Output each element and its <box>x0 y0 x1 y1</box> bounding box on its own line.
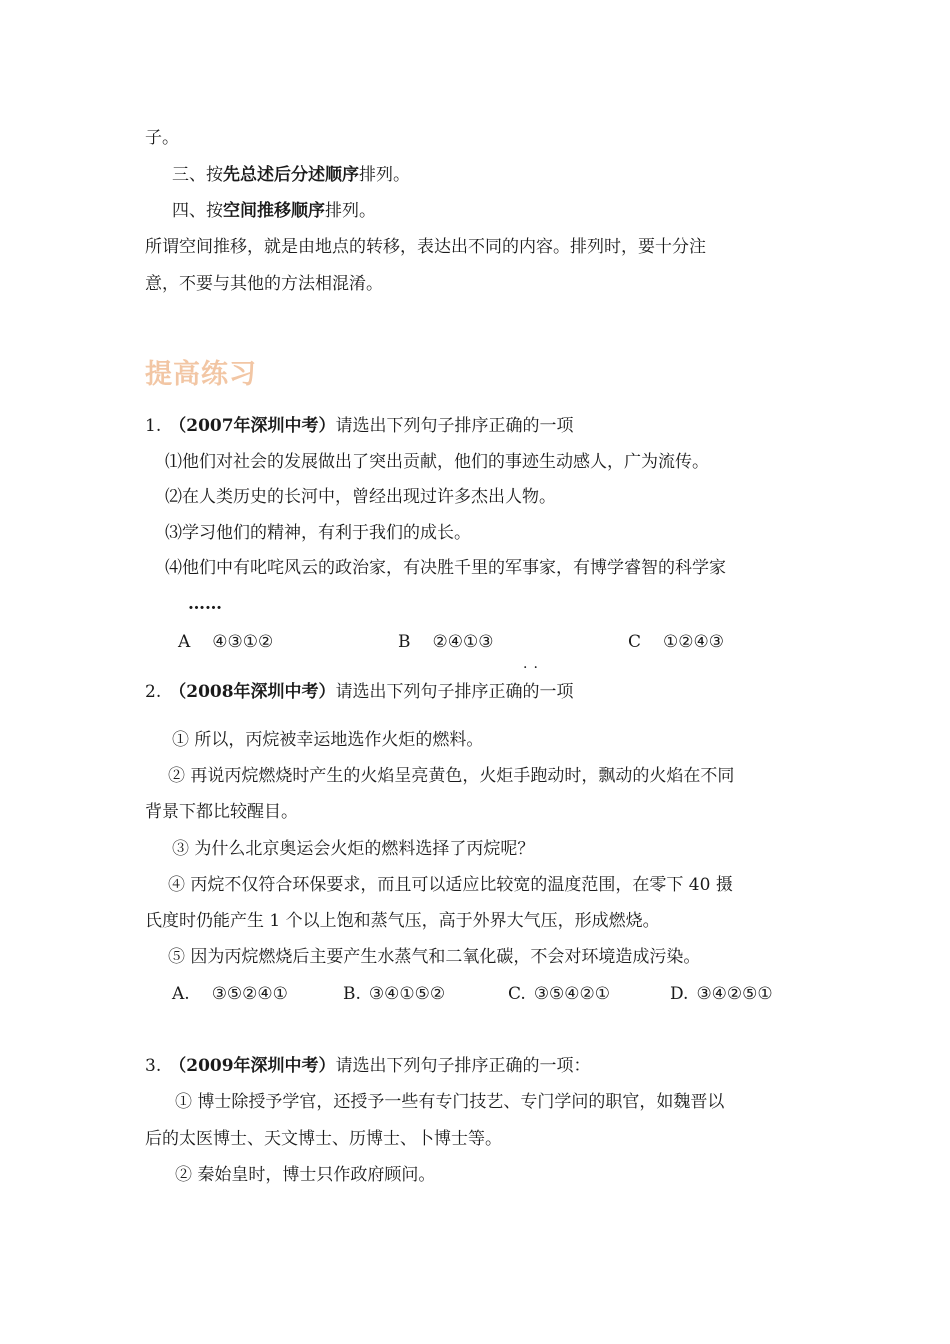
q2-option-c <box>508 982 610 1006</box>
q3-sentence-1-line-2: 后的太医博士、天文博士、历博士、卜博士等。 <box>145 1129 502 1149</box>
q2-sentence-2-line-1: ② 再说丙烷燃烧时产生的火焰呈亮黄色，火炬手跑动时，飘动的火焰在不同 <box>168 766 735 786</box>
q1-stem: 请选出下列句子排序正确的一项 <box>335 416 574 436</box>
q2-sentence-2-line-2: 背景下都比较醒目。 <box>145 802 298 822</box>
q2-option-d-label: D. <box>670 984 689 1004</box>
q3-stem: 请选出下列句子排序正确的一项： <box>335 1056 591 1076</box>
q2-stem: 请选出下列句子排序正确的一项 <box>335 682 574 702</box>
q2-option-b-value: ③④①⑤② <box>368 984 446 1004</box>
q1-option-a-value: ④③①② <box>212 632 274 652</box>
q1-emphasis-dots: ·· <box>523 660 544 676</box>
q2-sentence-4-line-1: ④ 丙烷不仅符合环保要求，而且可以适应比较宽的温度范围，在零下 40 摄 <box>168 875 733 895</box>
section-title: 提高练习 <box>145 359 257 390</box>
q1-sentence-1: ⑴他们对社会的发展做出了突出贡献，他们的事迹生动感人，广为流传。 <box>165 452 709 472</box>
q2-option-a-label: A. <box>172 984 190 1004</box>
q2-sentence-1: ① 所以，丙烷被幸运地选作火炬的燃料。 <box>172 730 484 750</box>
q1-option-c <box>628 630 724 654</box>
intro-item-4-suffix: 排列。 <box>325 201 376 221</box>
q1-number: 1. <box>145 416 162 436</box>
q2-option-b-label: B. <box>343 984 361 1004</box>
q1-option-b-value: ②④①③ <box>432 632 494 652</box>
q1-option-a <box>178 630 273 654</box>
q1-option-b <box>398 630 493 654</box>
q2-option-a-value: ③⑤②④① <box>211 984 288 1004</box>
intro-paragraph-line-1: 所谓空间推移，就是由地点的转移，表达出不同的内容。排列时，要十分注 <box>145 237 706 257</box>
q3-source: （2009年深圳中考） <box>169 1056 336 1076</box>
intro-item-3-suffix: 排列。 <box>359 165 410 185</box>
q1-source: （2007年深圳中考） <box>169 416 336 436</box>
q1-option-b-label: B <box>398 632 411 652</box>
q3-header <box>145 1054 591 1078</box>
intro-item-4 <box>172 199 376 223</box>
q3-sentence-1-line-1: ① 博士除授予学官，还授予一些有专门技艺、专门学问的职官，如魏晋以 <box>175 1092 725 1112</box>
q2-sentence-5: ⑤ 因为丙烷燃烧后主要产生水蒸气和二氧化碳，不会对环境造成污染。 <box>168 947 701 967</box>
q1-sentence-3: ⑶学习他们的精神，有利于我们的成长。 <box>165 523 471 543</box>
q1-option-a-label: A <box>178 632 191 652</box>
q1-header <box>145 414 574 438</box>
q2-option-d-value: ③④②⑤① <box>696 984 773 1004</box>
q1-option-c-label: C <box>628 632 642 652</box>
q2-header <box>145 680 574 704</box>
intro-line-continuation: 子。 <box>145 128 179 148</box>
q2-option-d <box>670 982 773 1006</box>
q1-option-c-value: ①②④③ <box>663 632 724 652</box>
q1-sentence-4-ellipsis: …… <box>188 594 222 614</box>
intro-paragraph-line-2: 意，不要与其他的方法相混淆。 <box>145 274 383 294</box>
intro-item-3-prefix: 三、按 <box>172 165 223 185</box>
q3-sentence-2: ② 秦始皇时，博士只作政府顾问。 <box>175 1165 436 1185</box>
q2-sentence-3: ③ 为什么北京奥运会火炬的燃料选择了丙烷呢？ <box>172 839 535 859</box>
intro-item-4-prefix: 四、按 <box>172 201 223 221</box>
q2-source: （2008年深圳中考） <box>169 682 336 702</box>
intro-item-3 <box>172 163 410 187</box>
q2-number: 2. <box>145 682 162 702</box>
q2-option-a <box>172 982 288 1006</box>
q1-sentence-2: ⑵在人类历史的长河中，曾经出现过许多杰出人物。 <box>165 487 556 507</box>
q2-option-c-value: ③⑤④②① <box>533 984 611 1004</box>
q2-sentence-4-line-2: 氏度时仍能产生 1 个以上饱和蒸气压，高于外界大气压，形成燃烧。 <box>145 911 660 931</box>
q1-sentence-4: ⑷他们中有叱咤风云的政治家，有决胜千里的军事家，有博学睿智的科学家 <box>165 558 726 578</box>
q3-number: 3. <box>145 1056 162 1076</box>
intro-item-4-bold: 空间推移顺序 <box>223 201 325 221</box>
q2-option-b <box>343 982 445 1006</box>
q2-option-c-label: C. <box>508 984 526 1004</box>
intro-item-3-bold: 先总述后分述顺序 <box>223 165 359 185</box>
